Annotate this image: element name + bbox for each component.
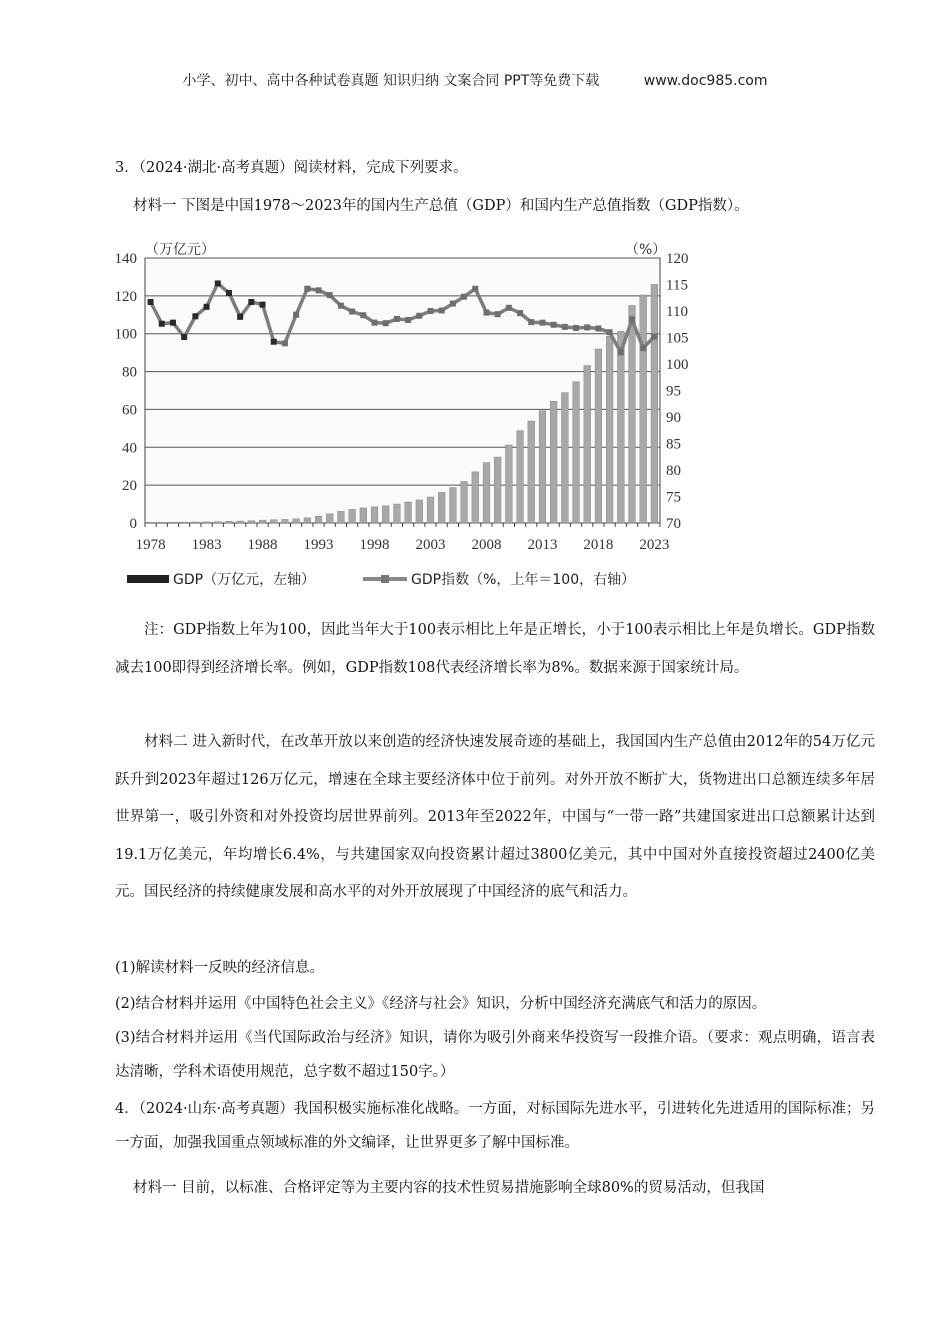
- gdp-bar: [304, 518, 311, 523]
- gdp-bar: [282, 519, 289, 523]
- gdp-bar: [573, 382, 580, 523]
- gdp-bar: [517, 431, 524, 523]
- index-point: [192, 313, 198, 319]
- index-point: [562, 324, 568, 330]
- index-point: [416, 313, 422, 319]
- gdp-bar: [214, 522, 221, 523]
- index-point: [427, 308, 433, 314]
- left-tick-label: 40: [122, 440, 137, 457]
- gdp-bar: [483, 463, 490, 523]
- gdp-bar: [293, 519, 300, 523]
- gdp-bar: [629, 305, 636, 523]
- header-text: 小学、初中、高中各种试卷真题 知识归纳 文案合同 PPT等免费下载: [182, 73, 600, 89]
- gdp-bar: [349, 509, 356, 523]
- gdp-bar: [371, 507, 378, 523]
- index-point: [327, 292, 333, 298]
- gdp-bar: [450, 488, 457, 523]
- index-point: [640, 345, 646, 351]
- left-tick-label: 60: [122, 402, 137, 419]
- legend-gdp-label: GDP（万亿元，左轴）: [173, 572, 316, 588]
- index-point: [439, 307, 445, 313]
- index-point: [483, 310, 489, 316]
- left-tick-label: 100: [114, 326, 137, 343]
- index-point: [607, 329, 613, 335]
- gdp-bar: [640, 295, 647, 523]
- gdp-bar: [494, 457, 501, 523]
- index-point: [517, 310, 523, 316]
- gdp-bar: [203, 522, 210, 523]
- gdp-bar: [192, 522, 199, 523]
- gdp-bar: [259, 520, 266, 523]
- left-tick-label: 80: [122, 364, 137, 381]
- page-header: [0, 70, 950, 90]
- right-tick-label: 120: [666, 251, 689, 267]
- gdp-bar: [170, 522, 177, 523]
- right-tick-label: 90: [666, 410, 681, 426]
- gdp-bar: [382, 506, 389, 523]
- gdp-bar: [427, 497, 434, 523]
- right-tick-label: 115: [666, 277, 688, 294]
- gdp-bar: [561, 393, 568, 523]
- right-axis-unit: （%）: [625, 242, 667, 258]
- gdp-bar: [416, 500, 423, 523]
- question-3-title: 3．（2024·湖北·高考真题）阅读材料，完成下列要求。: [115, 160, 468, 176]
- index-point: [159, 321, 165, 327]
- subquestion-2: (2)结合材料并运用《中国特色社会主义》《经济与社会》知识，分析中国经济充满底气和活力的原因。: [115, 996, 767, 1012]
- index-point: [282, 340, 288, 346]
- x-tick-label: 1988: [247, 537, 278, 553]
- index-point: [383, 320, 389, 326]
- index-point: [472, 286, 478, 292]
- index-point: [506, 305, 512, 311]
- gdp-bar: [539, 411, 546, 523]
- x-tick-label: 1978: [135, 537, 166, 553]
- right-tick-label: 80: [666, 463, 681, 479]
- index-point: [204, 304, 210, 310]
- index-point: [226, 290, 232, 296]
- gdp-bar: [147, 522, 154, 523]
- index-point: [316, 287, 322, 293]
- x-tick-label: 2008: [471, 537, 502, 553]
- index-point: [248, 299, 254, 305]
- gdp-bar: [405, 502, 412, 523]
- x-tick-label: 1983: [191, 537, 222, 553]
- left-axis-unit: （万亿元）: [145, 242, 215, 258]
- x-tick-label: 2013: [527, 537, 558, 553]
- gdp-bar: [617, 331, 624, 523]
- gdp-bar: [584, 366, 591, 523]
- index-point: [405, 317, 411, 323]
- index-point: [618, 349, 624, 355]
- index-point: [170, 320, 176, 326]
- index-point: [629, 316, 635, 322]
- gdp-bar: [595, 349, 602, 523]
- x-tick-label: 2003: [415, 537, 446, 553]
- right-tick-label: 95: [666, 383, 681, 400]
- subquestion-3: (3)结合材料并运用《当代国际政治与经济》知识，请你为吸引外商来华投资写一段推介语。（要求：观点明确，语言表达清晰，学科术语使用规范，总字数不超过150字。）: [115, 1030, 875, 1080]
- right-tick-label: 75: [666, 489, 681, 506]
- left-tick-label: 120: [114, 288, 137, 305]
- index-point: [539, 320, 545, 326]
- gdp-bar: [360, 508, 367, 523]
- index-point: [495, 311, 501, 317]
- gdp-bar: [248, 521, 255, 523]
- plot-area: [145, 258, 660, 523]
- index-point: [338, 303, 344, 309]
- gdp-chart: [105, 238, 689, 598]
- left-tick-label: 140: [114, 251, 137, 267]
- chart-note: 注：GDP指数上年为100，因此当年大于100表示相比上年是正增长，小于100表示相比上年是负增长。GDP指数减去100即得到经济增长率。例如，GDP指数108代表经济增长率为8%。数据来源于国家统计局。: [115, 622, 875, 676]
- gdp-bar: [472, 472, 479, 523]
- gdp-bar: [550, 401, 557, 523]
- index-point: [360, 312, 366, 318]
- index-point: [271, 339, 277, 345]
- gdp-bar: [181, 522, 188, 523]
- right-tick-label: 110: [666, 304, 688, 320]
- legend-gdp-swatch: [127, 575, 169, 583]
- index-point: [394, 316, 400, 322]
- right-tick-label: 85: [666, 436, 681, 453]
- gdp-bar: [461, 481, 468, 523]
- index-point: [372, 320, 378, 326]
- right-tick-label: 70: [666, 516, 681, 532]
- index-point: [215, 280, 221, 286]
- index-point: [651, 333, 657, 339]
- gdp-bar: [394, 504, 401, 523]
- x-tick-label: 2018: [583, 537, 614, 553]
- index-point: [551, 322, 557, 328]
- gdp-bar: [438, 492, 445, 523]
- material2-paragraph: 材料二 进入新时代，在改革开放以来创造的经济快速发展奇迹的基础上，我国国内生产总值由2012年的54万亿元跃升到2023年超过126万亿元，增速在全球主要经济体中位于前列。对外开放不断扩大，货物进出口总额连续多年居世界第一，吸引外资和对外投资均居世界前列。2013年至2022年，中国与“一带一路”共建国家进出口总额累计达到19.1万亿美元，年均增长6.4%，与共建国家双向投资累计超过3800亿美元，其中中国对外直接投资超过2400亿美元。国民经济的持续健康发展和高水平的对外开放展现了中国经济的底气和活力。: [115, 734, 875, 900]
- x-tick-label: 2023: [639, 537, 670, 553]
- right-tick-label: 100: [666, 357, 689, 373]
- index-point: [304, 286, 310, 292]
- gdp-bar: [651, 284, 658, 523]
- gdp-bar: [270, 520, 277, 523]
- right-tick-label: 105: [666, 330, 689, 347]
- index-point: [237, 314, 243, 320]
- index-point: [584, 324, 590, 330]
- index-point: [181, 334, 187, 340]
- gdp-bar: [226, 521, 233, 523]
- left-tick-label: 0: [129, 516, 137, 532]
- index-point: [260, 302, 266, 308]
- gdp-bar: [338, 511, 345, 523]
- gdp-bar: [528, 421, 535, 523]
- header-url[interactable]: www.doc985.com: [643, 73, 768, 89]
- gdp-bar: [506, 445, 513, 523]
- gdp-bar: [326, 514, 333, 523]
- legend-index-label: GDP指数（%，上年＝100，右轴）: [411, 572, 636, 588]
- material1-intro: 材料一 下图是中国1978～2023年的国内生产总值（GDP）和国内生产总值指数（GDP指数）。: [133, 198, 749, 214]
- gdp-bar: [158, 522, 165, 523]
- index-point: [573, 325, 579, 331]
- index-point: [450, 301, 456, 307]
- index-point: [349, 309, 355, 315]
- index-point: [293, 312, 299, 318]
- index-point: [595, 325, 601, 331]
- index-point: [528, 319, 534, 325]
- gdp-bar: [606, 336, 613, 523]
- left-tick-label: 20: [122, 478, 137, 495]
- x-tick-label: 1998: [359, 537, 390, 553]
- legend-index-marker: [381, 575, 389, 583]
- subquestion-1: (1)解读材料一反映的经济信息。: [115, 960, 325, 976]
- index-point: [148, 299, 154, 305]
- question-4-title: 4．（2024·山东·高考真题）我国积极实施标准化战略。一方面，对标国际先进水平，引进转化先进适用的国际标准；另一方面，加强我国重点领域标准的外文编译，让世界更多了解中国标准。: [115, 1101, 875, 1151]
- q4-material1-start: 材料一 目前，以标准、合格评定等为主要内容的技术性贸易措施影响全球80%的贸易活动，但我国: [133, 1180, 765, 1196]
- legend: [127, 571, 635, 588]
- gdp-bar: [237, 521, 244, 523]
- index-point: [461, 294, 467, 300]
- x-tick-label: 1993: [303, 537, 334, 553]
- gdp-bar: [315, 516, 322, 523]
